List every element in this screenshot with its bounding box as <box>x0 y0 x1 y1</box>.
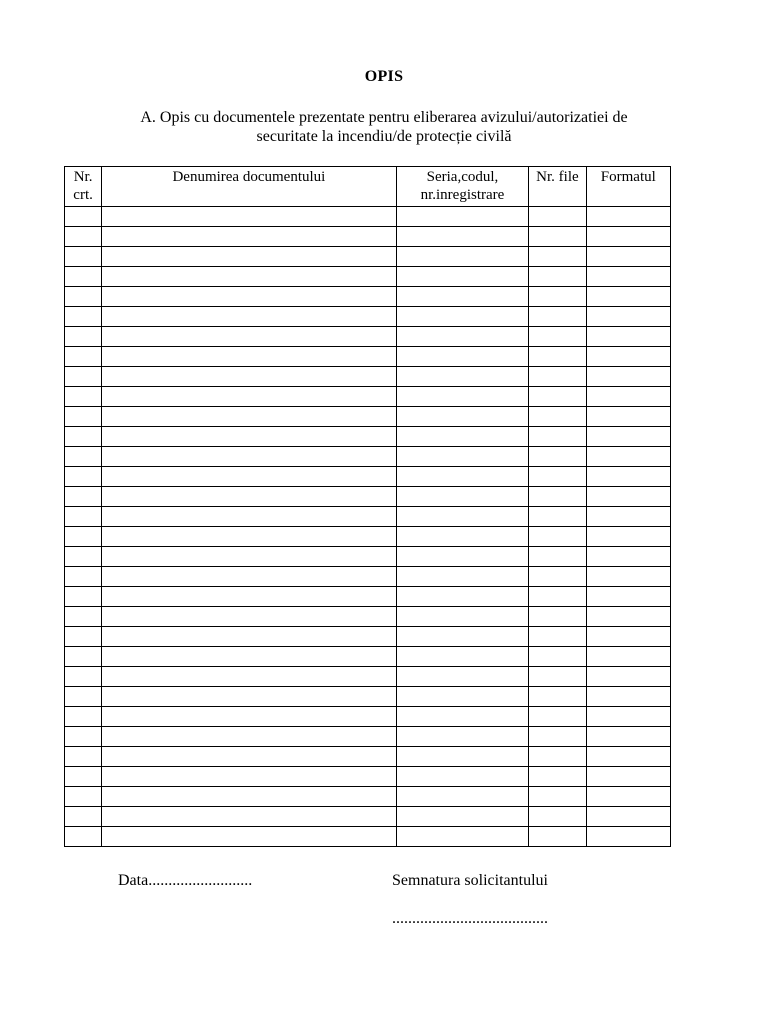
cell-denumire <box>102 347 396 367</box>
cell-seria <box>396 467 529 487</box>
header-nr-file: Nr. file <box>529 167 586 207</box>
cell-formatul <box>586 647 670 667</box>
cell-denumire <box>102 287 396 307</box>
table-row <box>65 527 671 547</box>
cell-denumire <box>102 307 396 327</box>
cell-denumire <box>102 447 396 467</box>
table-row <box>65 267 671 287</box>
table-body <box>65 207 671 847</box>
cell-denumire <box>102 487 396 507</box>
cell-seria <box>396 407 529 427</box>
cell-nr-crt <box>65 387 102 407</box>
cell-nr-file <box>529 647 586 667</box>
cell-nr-crt <box>65 747 102 767</box>
cell-denumire <box>102 567 396 587</box>
cell-nr-crt <box>65 827 102 847</box>
cell-seria <box>396 227 529 247</box>
cell-denumire <box>102 707 396 727</box>
cell-seria <box>396 547 529 567</box>
cell-nr-crt <box>65 487 102 507</box>
cell-nr-file <box>529 827 586 847</box>
document-subtitle <box>104 108 664 146</box>
cell-nr-file <box>529 627 586 647</box>
cell-denumire <box>102 647 396 667</box>
cell-nr-file <box>529 407 586 427</box>
cell-denumire <box>102 387 396 407</box>
cell-formatul <box>586 347 670 367</box>
cell-seria <box>396 347 529 367</box>
cell-formatul <box>586 387 670 407</box>
date-field: Data.......................... <box>118 872 253 889</box>
cell-nr-crt <box>65 327 102 347</box>
table-row <box>65 387 671 407</box>
cell-seria <box>396 707 529 727</box>
cell-seria <box>396 307 529 327</box>
cell-nr-crt <box>65 527 102 547</box>
table-row <box>65 807 671 827</box>
cell-formatul <box>586 767 670 787</box>
cell-seria <box>396 267 529 287</box>
table-row <box>65 307 671 327</box>
cell-nr-crt <box>65 787 102 807</box>
cell-nr-crt <box>65 507 102 527</box>
cell-denumire <box>102 667 396 687</box>
cell-formatul <box>586 547 670 567</box>
cell-seria <box>396 427 529 447</box>
cell-denumire <box>102 787 396 807</box>
cell-nr-file <box>529 727 586 747</box>
cell-nr-crt <box>65 807 102 827</box>
cell-nr-crt <box>65 567 102 587</box>
cell-formatul <box>586 367 670 387</box>
table-row <box>65 247 671 267</box>
cell-seria <box>396 607 529 627</box>
cell-formatul <box>586 667 670 687</box>
cell-seria <box>396 327 529 347</box>
table-row <box>65 287 671 307</box>
table-row <box>65 787 671 807</box>
cell-seria <box>396 567 529 587</box>
table-row <box>65 427 671 447</box>
cell-formatul <box>586 567 670 587</box>
cell-seria <box>396 387 529 407</box>
cell-nr-file <box>529 427 586 447</box>
cell-seria <box>396 587 529 607</box>
cell-denumire <box>102 687 396 707</box>
cell-denumire <box>102 467 396 487</box>
cell-nr-file <box>529 707 586 727</box>
cell-nr-crt <box>65 647 102 667</box>
table-row <box>65 567 671 587</box>
cell-denumire <box>102 507 396 527</box>
cell-nr-crt <box>65 207 102 227</box>
table-row <box>65 747 671 767</box>
cell-nr-file <box>529 367 586 387</box>
cell-seria <box>396 827 529 847</box>
cell-nr-crt <box>65 767 102 787</box>
table-row <box>65 587 671 607</box>
cell-formatul <box>586 787 670 807</box>
cell-nr-file <box>529 487 586 507</box>
header-seria <box>396 167 529 207</box>
table-row <box>65 667 671 687</box>
cell-nr-file <box>529 467 586 487</box>
header-denumire: Denumirea documentului <box>102 167 396 207</box>
signature-label: Semnatura solicitantului <box>392 872 548 889</box>
table-row <box>65 627 671 647</box>
cell-nr-file <box>529 247 586 267</box>
table-row <box>65 487 671 507</box>
cell-nr-crt <box>65 547 102 567</box>
cell-denumire <box>102 607 396 627</box>
cell-nr-file <box>529 267 586 287</box>
cell-nr-file <box>529 587 586 607</box>
header-seria-line2: nr.inregistrare <box>420 187 505 203</box>
cell-denumire <box>102 527 396 547</box>
cell-formatul <box>586 287 670 307</box>
cell-formatul <box>586 467 670 487</box>
documents-table <box>64 166 671 847</box>
cell-denumire <box>102 827 396 847</box>
cell-nr-crt <box>65 707 102 727</box>
cell-nr-crt <box>65 407 102 427</box>
table-row <box>65 707 671 727</box>
cell-seria <box>396 787 529 807</box>
cell-formatul <box>586 427 670 447</box>
cell-nr-crt <box>65 267 102 287</box>
cell-seria <box>396 207 529 227</box>
cell-denumire <box>102 747 396 767</box>
cell-nr-crt <box>65 607 102 627</box>
cell-seria <box>396 367 529 387</box>
cell-formatul <box>586 607 670 627</box>
table-row <box>65 507 671 527</box>
cell-denumire <box>102 407 396 427</box>
cell-denumire <box>102 727 396 747</box>
cell-nr-crt <box>65 427 102 447</box>
cell-denumire <box>102 367 396 387</box>
table-row <box>65 647 671 667</box>
cell-nr-crt <box>65 227 102 247</box>
table-row <box>65 767 671 787</box>
header-nr-line2: crt. <box>73 187 93 203</box>
table-row <box>65 827 671 847</box>
cell-formatul <box>586 587 670 607</box>
table-row <box>65 207 671 227</box>
cell-nr-file <box>529 327 586 347</box>
cell-denumire <box>102 427 396 447</box>
cell-formatul <box>586 507 670 527</box>
table-row <box>65 547 671 567</box>
cell-nr-crt <box>65 247 102 267</box>
cell-seria <box>396 687 529 707</box>
cell-formatul <box>586 827 670 847</box>
cell-seria <box>396 727 529 747</box>
cell-formatul <box>586 307 670 327</box>
cell-nr-file <box>529 307 586 327</box>
cell-nr-file <box>529 207 586 227</box>
cell-nr-crt <box>65 687 102 707</box>
cell-nr-file <box>529 807 586 827</box>
table-row <box>65 327 671 347</box>
cell-nr-file <box>529 767 586 787</box>
cell-seria <box>396 747 529 767</box>
cell-denumire <box>102 547 396 567</box>
table-header-row <box>65 167 671 207</box>
header-nr-crt <box>65 167 102 207</box>
cell-denumire <box>102 327 396 347</box>
cell-formatul <box>586 227 670 247</box>
cell-nr-crt <box>65 467 102 487</box>
cell-nr-file <box>529 507 586 527</box>
table-row <box>65 687 671 707</box>
cell-nr-file <box>529 447 586 467</box>
cell-nr-file <box>529 687 586 707</box>
cell-nr-file <box>529 347 586 367</box>
table-row <box>65 447 671 467</box>
cell-nr-file <box>529 387 586 407</box>
cell-denumire <box>102 247 396 267</box>
cell-nr-crt <box>65 447 102 467</box>
cell-seria <box>396 667 529 687</box>
cell-nr-file <box>529 287 586 307</box>
cell-nr-crt <box>65 727 102 747</box>
cell-nr-crt <box>65 367 102 387</box>
table-row <box>65 607 671 627</box>
cell-denumire <box>102 807 396 827</box>
cell-formatul <box>586 687 670 707</box>
cell-denumire <box>102 227 396 247</box>
cell-formatul <box>586 447 670 467</box>
cell-seria <box>396 767 529 787</box>
cell-nr-file <box>529 607 586 627</box>
cell-seria <box>396 447 529 467</box>
cell-formatul <box>586 327 670 347</box>
cell-formatul <box>586 407 670 427</box>
cell-seria <box>396 487 529 507</box>
cell-nr-file <box>529 667 586 687</box>
table-row <box>65 347 671 367</box>
cell-nr-crt <box>65 307 102 327</box>
cell-nr-file <box>529 787 586 807</box>
cell-seria <box>396 247 529 267</box>
cell-nr-file <box>529 547 586 567</box>
cell-denumire <box>102 587 396 607</box>
subtitle-line-1: A. Opis cu documentele prezentate pentru eliberarea avizului/autorizatiei de <box>140 109 628 126</box>
cell-seria <box>396 527 529 547</box>
document-title: OPIS <box>364 68 404 85</box>
cell-nr-crt <box>65 287 102 307</box>
header-formatul: Formatul <box>586 167 670 207</box>
cell-formatul <box>586 707 670 727</box>
cell-formatul <box>586 747 670 767</box>
cell-denumire <box>102 627 396 647</box>
cell-formatul <box>586 267 670 287</box>
cell-nr-file <box>529 567 586 587</box>
cell-formatul <box>586 207 670 227</box>
table-row <box>65 727 671 747</box>
cell-nr-file <box>529 527 586 547</box>
cell-formatul <box>586 527 670 547</box>
subtitle-line-2: securitate la incendiu/de protecție civilă <box>256 128 512 145</box>
cell-formatul <box>586 727 670 747</box>
table-row <box>65 467 671 487</box>
cell-seria <box>396 807 529 827</box>
cell-formatul <box>586 487 670 507</box>
cell-nr-file <box>529 227 586 247</box>
cell-seria <box>396 507 529 527</box>
cell-denumire <box>102 207 396 227</box>
table-row <box>65 367 671 387</box>
cell-nr-crt <box>65 627 102 647</box>
cell-formatul <box>586 627 670 647</box>
table-row <box>65 407 671 427</box>
cell-seria <box>396 627 529 647</box>
cell-formatul <box>586 807 670 827</box>
cell-nr-crt <box>65 347 102 367</box>
cell-seria <box>396 647 529 667</box>
header-nr-line1: Nr. <box>73 169 93 185</box>
cell-nr-crt <box>65 587 102 607</box>
header-seria-line1: Seria,codul, <box>426 169 499 185</box>
cell-formatul <box>586 247 670 267</box>
cell-nr-crt <box>65 667 102 687</box>
table-row <box>65 227 671 247</box>
cell-nr-file <box>529 747 586 767</box>
signature-line: ....................................... <box>392 910 548 927</box>
cell-denumire <box>102 267 396 287</box>
cell-seria <box>396 287 529 307</box>
cell-denumire <box>102 767 396 787</box>
